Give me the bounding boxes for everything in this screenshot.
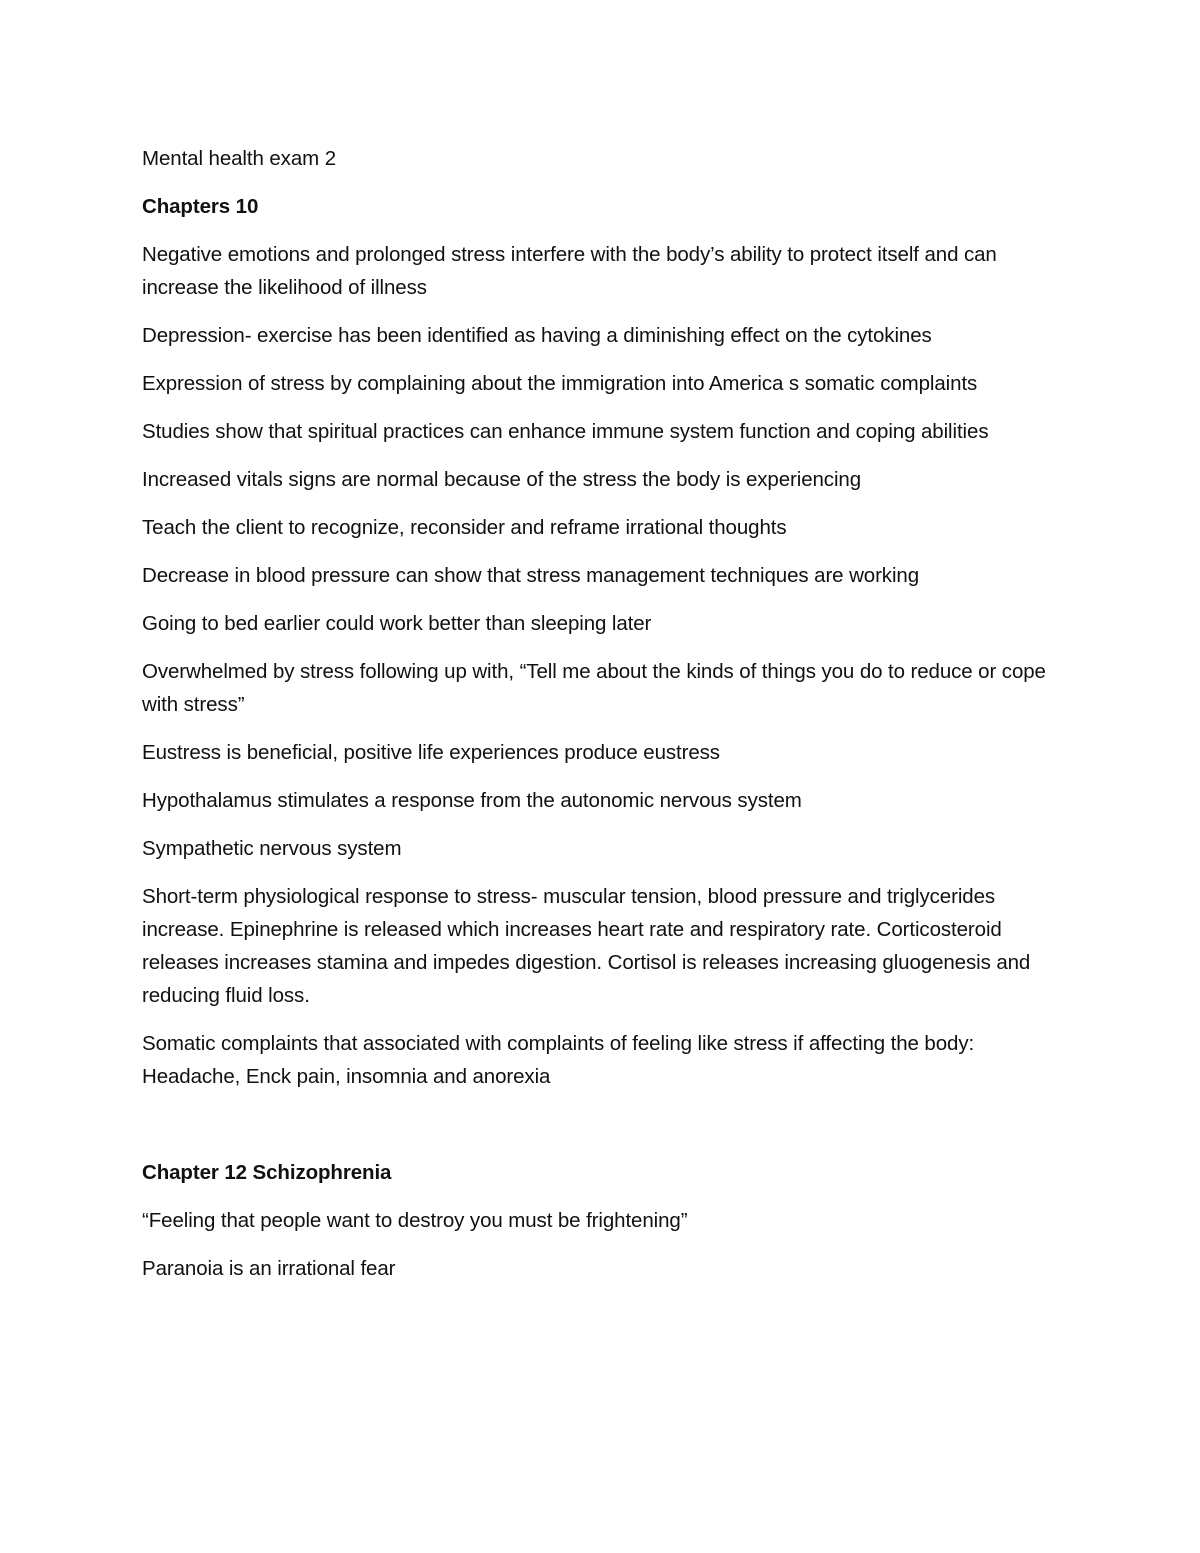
paragraph: Studies show that spiritual practices can enhance immune system function and coping abilities — [142, 420, 989, 443]
paragraph: Eustress is beneficial, positive life experiences produce eustress — [142, 741, 720, 764]
paragraph: Sympathetic nervous system — [142, 837, 402, 860]
document-body — [142, 142, 1062, 1300]
paragraph: Increased vitals signs are normal because of the stress the body is experiencing — [142, 468, 861, 491]
section-spacer — [142, 1108, 1062, 1156]
paragraph: Negative emotions and prolonged stress interfere with the body’s ability to protect itself and can increase the likelihood of illness — [142, 243, 997, 299]
paragraph: Short-term physiological response to stress- muscular tension, blood pressure and triglycerides increase. Epinephrine is released which increases heart rate and respiratory rate. Corticosteroid releases increases stamina and impedes digestion. Cortisol is releases increasing gluogenesis and reducing fluid loss. — [142, 885, 1031, 1007]
section-heading: Chapters 10 — [142, 195, 259, 218]
section-heading: Chapter 12 Schizophrenia — [142, 1161, 392, 1184]
document-title: Mental health exam 2 — [142, 147, 337, 170]
paragraph: Somatic complaints that associated with complaints of feeling like stress if affecting the body: Headache, Enck pain, insomnia and anorexia — [142, 1032, 975, 1088]
paragraph: Hypothalamus stimulates a response from the autonomic nervous system — [142, 789, 802, 812]
paragraph: “Feeling that people want to destroy you must be frightening” — [142, 1209, 688, 1232]
paragraph: Expression of stress by complaining about the immigration into America s somatic complaints — [142, 372, 978, 395]
paragraph: Going to bed earlier could work better than sleeping later — [142, 612, 652, 635]
paragraph: Paranoia is an irrational fear — [142, 1257, 396, 1280]
paragraph: Decrease in blood pressure can show that stress management techniques are working — [142, 564, 920, 587]
paragraph: Teach the client to recognize, reconsider and reframe irrational thoughts — [142, 516, 787, 539]
paragraph: Depression- exercise has been identified as having a diminishing effect on the cytokines — [142, 324, 932, 347]
paragraph: Overwhelmed by stress following up with, “Tell me about the kinds of things you do to reduce or cope with stress” — [142, 660, 1046, 716]
